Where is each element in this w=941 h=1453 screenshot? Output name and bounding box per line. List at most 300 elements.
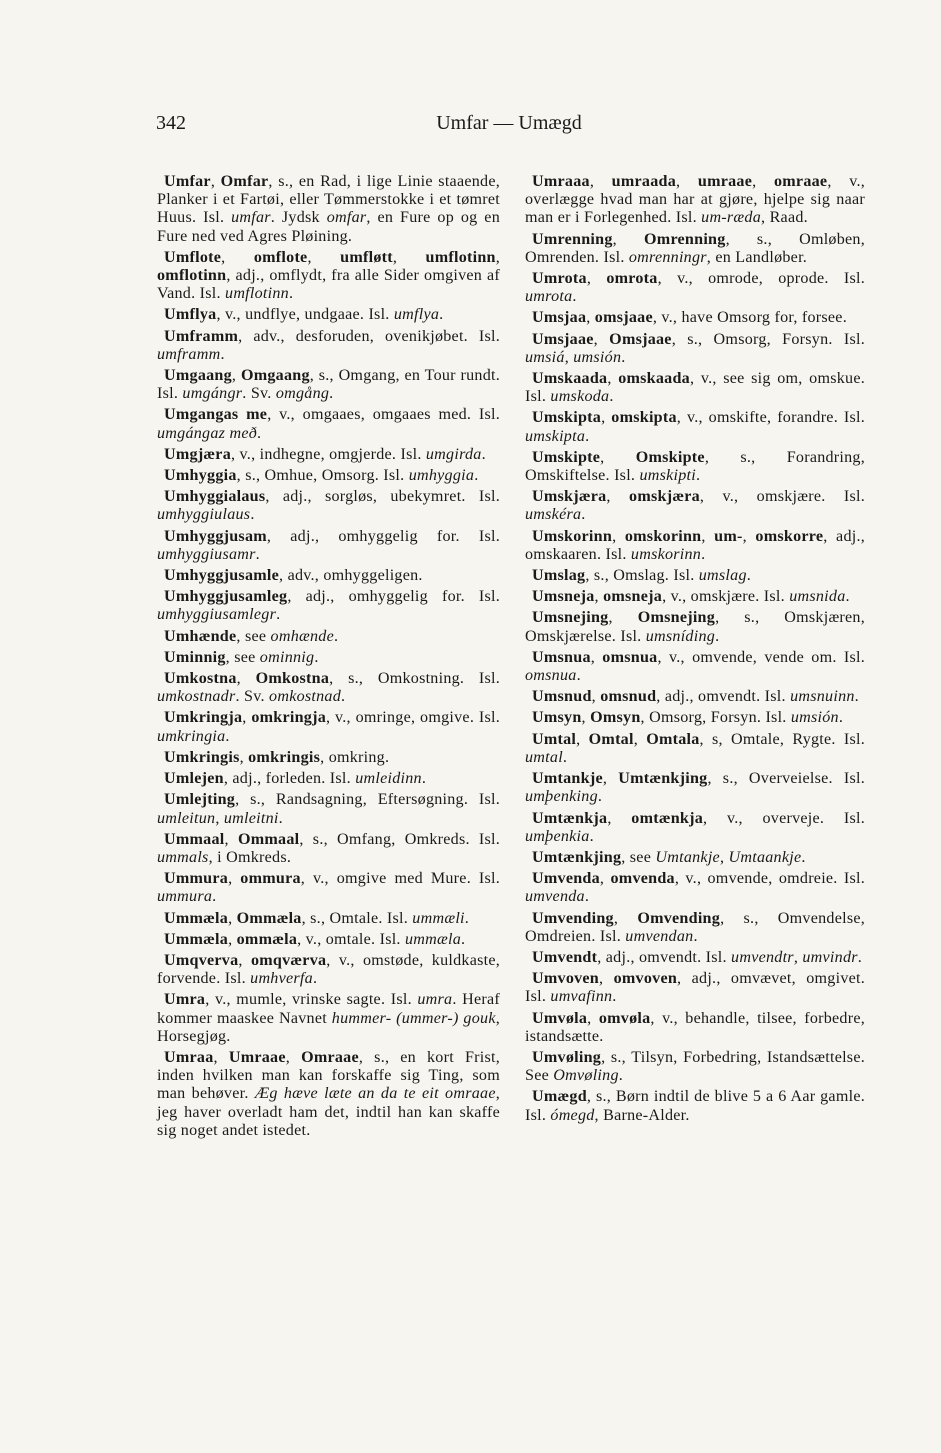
italic-term: umhyggia (408, 467, 475, 485)
entry-text: , v., omskjære. Isl. (699, 488, 865, 506)
entry-text: . (845, 588, 850, 606)
headword: umraada (611, 173, 677, 190)
entry-text: , s., Omkostning. Isl. (329, 670, 500, 688)
italic-term: Umtaankje (728, 848, 802, 866)
headword: Umskorinn (532, 527, 613, 545)
italic-term: Æg hæve læte an da te eit omraae (254, 1085, 496, 1103)
headword: omvøla (598, 1009, 651, 1027)
headword: Umvendt (532, 948, 598, 966)
entry-text: , (719, 848, 729, 866)
italic-term: umslag (698, 567, 747, 585)
entry-text: , (590, 648, 603, 666)
entry-text: . (461, 930, 466, 948)
running-header (156, 112, 862, 142)
headword: Umgangas me (164, 406, 268, 424)
headword: omsjaae (594, 309, 653, 327)
dictionary-entry (525, 1088, 865, 1124)
entry-text: . (857, 948, 863, 966)
entry-text: , (599, 870, 611, 888)
headword: Umkringis (164, 748, 240, 766)
italic-term: umsnuinn (790, 688, 855, 706)
headword: omvoven (613, 970, 678, 988)
entry-text: , (613, 909, 638, 927)
entry-text: , (228, 930, 237, 948)
entry-text: , s., Overveielse. Isl. (707, 770, 866, 788)
italic-term: umhyggiulaus (157, 506, 251, 524)
headword: Umraa (164, 1048, 214, 1066)
dictionary-entry (525, 270, 865, 306)
italic-term: umleitun (157, 809, 216, 827)
entry-text: , s., Omvendelse, Omdreien. Isl. (525, 909, 865, 945)
entry-text: . (597, 788, 603, 806)
headword: Umhyggjusamleg (164, 588, 288, 606)
headword: Umskipta (532, 409, 602, 427)
entry-text: , (676, 173, 698, 190)
headword: Uminnig (164, 648, 226, 666)
entry-text: . (421, 770, 427, 788)
headword: Umflote (164, 248, 222, 266)
headword: Umsnua (532, 648, 591, 666)
headword: umfløtt (340, 248, 393, 266)
italic-term: umkostnadr (157, 688, 236, 706)
entry-text: , (228, 870, 241, 888)
entry-text: , see (621, 848, 656, 866)
entry-text: , omkring. (320, 748, 390, 766)
dictionary-entry (525, 309, 865, 327)
dictionary-entry (157, 952, 500, 988)
entry-text: , v., omtale. Isl. (297, 930, 405, 948)
headword: Umægd (532, 1088, 587, 1106)
headword: Umtankje (532, 770, 603, 788)
headword: umraae (697, 173, 753, 190)
headword: Umsnud (532, 688, 592, 706)
entry-text: , s., Børn indtil de blive 5 a 6 Aar gamle. Isl. (525, 1088, 865, 1124)
italic-term: ummals (157, 848, 209, 866)
entry-text: , (586, 270, 607, 288)
dictionary-entry (157, 791, 500, 827)
entry-text: , v., overlægge hvad man har at gjøre, hjelpe sig naar man er i Forlegenhed. Isl. (525, 173, 865, 227)
entry-text: . (746, 567, 752, 585)
headword: Umkringja (164, 709, 243, 727)
headword: Omgaang (240, 367, 310, 385)
entry-text: , see (225, 648, 260, 666)
headword: Umflya (164, 306, 217, 324)
headword: ommura (240, 870, 301, 888)
dictionary-entry (525, 567, 865, 585)
dictionary-entry (525, 409, 865, 445)
entry-text: , en Landløber. (706, 248, 808, 266)
entry-text: , v., omstøde, kuldkaste, forvende. Isl. (157, 951, 501, 988)
dictionary-entry (525, 649, 865, 685)
entry-text: . (801, 848, 806, 866)
entry-text: , adv., omhyggeligen. (279, 567, 423, 585)
italic-term: umskipti (639, 467, 697, 485)
entry-text: . (220, 345, 225, 363)
entry-text: . Jydsk (270, 209, 327, 227)
dictionary-entry (157, 870, 500, 906)
headword: Umraae (228, 1048, 286, 1066)
entry-text: , adv., desforuden, ovenikjøbet. Isl. (238, 327, 500, 345)
entry-text: , v., omrode, oprode. Isl. (657, 270, 865, 288)
entry-text: . (439, 306, 444, 324)
dictionary-entry (525, 1049, 865, 1085)
entry-text: . (618, 1067, 624, 1085)
headword: Umvenda (532, 870, 600, 888)
entry-text: , (587, 1009, 599, 1027)
dictionary-entry (525, 609, 865, 645)
entry-text: . (715, 627, 720, 645)
entry-text: , v., behandle, tilsee, forbedre, istandsætte. (525, 1009, 865, 1045)
entry-text: , (607, 370, 619, 388)
italic-term: umleitni (223, 809, 279, 827)
dictionary-entry (525, 970, 865, 1006)
headword: Umlejen (164, 770, 224, 788)
headword: omrota (606, 270, 658, 288)
entry-text: , adj., omflydt, fra alle Sider omgiven af Vand. Isl. (157, 267, 500, 303)
dictionary-entry (157, 467, 500, 485)
entry-text: , (589, 173, 612, 190)
italic-term: omrenningr (628, 248, 707, 266)
entry-text: . (255, 545, 260, 563)
entry-text: . (329, 385, 334, 403)
headword: Omsyn (590, 709, 641, 727)
entry-text: . (276, 606, 281, 624)
headword: Umslag (532, 567, 586, 585)
entry-text: , s., en kort Frist, inden hvilken man kan forskaffe sig Ting, som man behøver. (157, 1048, 500, 1103)
entry-text: . (701, 545, 706, 563)
entry-text: , v., indhegne, omgjerde. Isl. (231, 445, 426, 463)
entry-text: , (601, 409, 612, 427)
entry-text: , i Omkreds. (208, 848, 292, 866)
italic-term: omgång (275, 385, 330, 403)
entry-text: . Heraf kommer maaskee Navnet (157, 991, 500, 1027)
headword: um- (714, 527, 743, 545)
headword: Umtænkja (532, 809, 608, 827)
headword: omsneja (603, 588, 663, 606)
entry-text: , (606, 488, 630, 506)
entry-text: , (633, 730, 647, 748)
entry-text: . (589, 827, 594, 845)
entry-text: , (213, 1048, 229, 1066)
entry-text: , (236, 670, 256, 688)
entry-text: , adj., omvendt. Isl. (656, 688, 791, 706)
running-title: Umfar — Umægd (436, 112, 582, 134)
entry-text: , s., Omgang, en Tour rundt. Isl. (157, 367, 501, 403)
entry-text: , (594, 588, 604, 606)
italic-term: umþenkia (525, 827, 590, 845)
headword: omtænkja (631, 809, 704, 827)
entry-text: . (584, 888, 590, 906)
dictionary-entry (157, 567, 500, 585)
headword: Umtænkjing (532, 848, 622, 866)
italic-term: omsnua (525, 667, 577, 685)
headword: Ummæla (164, 930, 229, 948)
dictionary-entry (525, 331, 865, 367)
entry-text: , s., Omsorg, Forsyn. Isl. (671, 330, 866, 348)
dictionary-entry (157, 306, 500, 324)
entry-text: , s., Omløben, Omrenden. Isl. (525, 230, 865, 266)
headword: Umskjæra (532, 488, 607, 506)
headword: Umtænkjing (618, 770, 708, 788)
italic-term: hummer- (ummer-) gouk (331, 1009, 496, 1027)
entry-text: . (562, 748, 568, 766)
entry-text: , (600, 448, 636, 466)
entry-text: , s., Omfang, Omkreds. Isl. (299, 830, 501, 848)
italic-term: umþenking (525, 788, 598, 806)
italic-term: umra (417, 991, 453, 1009)
entry-text: , (231, 367, 241, 385)
entry-text: , (228, 909, 237, 927)
italic-term: umrota (525, 288, 573, 306)
entry-text: , v., omgive med Mure. Isl. (300, 870, 501, 888)
italic-term: umvenda (525, 888, 585, 906)
dictionary-entry (157, 931, 500, 949)
entry-text: . (581, 506, 586, 524)
entry-text: , (285, 1048, 302, 1066)
italic-term: umfar (231, 209, 271, 227)
dictionary-entry (525, 173, 865, 228)
entry-text: , v., mumle, vrinske sagte. Isl. (205, 991, 418, 1009)
italic-term: umframm (157, 345, 221, 363)
headword: Ummura (164, 870, 229, 888)
headword: Umskipte (532, 448, 601, 466)
headword: Omsnejing (637, 609, 716, 627)
entry-text: , Omsorg, Forsyn. Isl. (640, 709, 791, 727)
entry-text: . (572, 288, 577, 306)
headword: Umhyggjusam (164, 527, 267, 545)
entry-text: . (257, 424, 262, 442)
dictionary-entry (157, 173, 500, 246)
dictionary-entry (525, 488, 865, 524)
entry-text: . (576, 667, 581, 685)
entry-text: . (838, 709, 844, 727)
italic-term: Umtankje (655, 848, 720, 866)
headword: Umsyn (532, 709, 582, 727)
italic-term: umsiá (525, 348, 565, 366)
headword: Umvending (532, 909, 614, 927)
entry-text: , v., omvende, omdreie. Isl. (674, 870, 865, 888)
entry-text: , v., have Omsorg for, forsee. (652, 309, 847, 327)
page-number: 342 (156, 112, 186, 134)
headword: Umra (164, 991, 206, 1009)
entry-text: . Sv. (242, 385, 276, 403)
headword: Omrenning (644, 230, 726, 248)
headword: omflote (253, 248, 308, 266)
entry-text: . (474, 467, 479, 485)
dictionary-entry (157, 910, 500, 928)
headword: umflotinn (425, 248, 496, 266)
dictionary-entry (525, 709, 865, 727)
dictionary-entry (525, 588, 865, 606)
entry-text: , (242, 709, 252, 727)
headword: Omskipte (635, 448, 705, 466)
headword: Umvøling (532, 1048, 602, 1066)
entry-text: , v., omskjære. Isl. (662, 588, 790, 606)
dictionary-entry (157, 1049, 500, 1140)
headword: omflotinn (157, 267, 227, 285)
headword: Umlejting (164, 791, 236, 809)
italic-term: umskéra (525, 506, 582, 524)
entry-text: , en Fure op og en Fure ned ved Agres Pløining. (157, 209, 500, 245)
italic-term: umsníding (645, 627, 716, 645)
entry-text: , (238, 951, 251, 969)
italic-term: ominnig (259, 648, 315, 666)
dictionary-entry (157, 649, 500, 667)
entry-text: . (612, 988, 617, 1006)
headword: Ummaal (164, 830, 225, 848)
headword: Omkostna (255, 670, 330, 688)
italic-term: omhænde (270, 627, 334, 645)
headword: Umrota (532, 270, 587, 288)
italic-term: umvendan (625, 927, 694, 945)
entry-text: , (752, 173, 774, 190)
italic-term: umtal (525, 748, 563, 766)
entry-text: , (215, 809, 224, 827)
entry-text: . (854, 688, 859, 706)
dictionary-entry (525, 910, 865, 946)
dictionary-entry (157, 670, 500, 706)
headword: Omtal (588, 730, 634, 748)
italic-term: umhverfa (250, 970, 313, 988)
headword: Umhyggialaus (164, 488, 266, 506)
dictionary-entry (525, 449, 865, 485)
dictionary-entry (157, 709, 500, 745)
headword: omkringis (248, 748, 321, 766)
headword: Umtal (532, 730, 577, 748)
entry-text: , adj., omvævet, omgivet. Isl. (525, 970, 866, 1006)
entry-text: , v., omgaaes, omgaaes med. Isl. (267, 406, 500, 424)
italic-term: umgángr (182, 385, 243, 403)
italic-term: umskorinn (630, 545, 702, 563)
headword: omqværva (250, 951, 327, 969)
italic-term: umflya (393, 306, 440, 324)
headword: Umsjaae (532, 330, 594, 348)
entry-text: , v., omringe, omgive. Isl. (325, 709, 500, 727)
entry-text: , (608, 609, 638, 627)
italic-term: umvindr (802, 948, 858, 966)
entry-text: , s, Omtale, Rygte. Isl. (699, 730, 866, 748)
italic-term: umhyggiusamr (157, 545, 256, 563)
entry-text: , (392, 248, 426, 266)
headword: Umvoven (532, 970, 600, 988)
dictionary-entry (157, 367, 500, 403)
headword: omskipta (611, 409, 677, 427)
entry-text: , (564, 348, 574, 366)
italic-term: umhyggiusamlegr (157, 606, 277, 624)
dictionary-entry (157, 328, 500, 364)
entry-text: , (742, 527, 756, 545)
headword: omskorinn (624, 527, 702, 545)
entry-text: . (333, 627, 339, 645)
entry-text: . (312, 970, 318, 988)
entry-text: , (793, 948, 803, 966)
headword: Ummæla (164, 909, 229, 927)
entry-text: , v., omskifte, forandre. Isl. (676, 409, 866, 427)
headword: Umsneja (532, 588, 595, 606)
entry-text: , (495, 248, 501, 266)
headword: omskaada (618, 370, 690, 388)
italic-term: omkostnad (269, 688, 342, 706)
headword: Ommaal (237, 830, 300, 848)
italic-term: umskipta (525, 427, 586, 445)
entry-text: . (693, 927, 698, 945)
dictionary-entry (525, 810, 865, 846)
entry-text: , (612, 230, 645, 248)
entry-text: . (341, 688, 346, 706)
italic-term: Omvøling (553, 1067, 619, 1085)
entry-text: . (585, 427, 590, 445)
entry-text: . (609, 388, 614, 406)
dictionary-entry (157, 588, 500, 624)
headword: Omfar (220, 173, 269, 190)
entry-text: , s., Omskjæren, Omskjærelse. Isl. (525, 609, 866, 645)
dictionary-entry (525, 870, 865, 906)
dictionary-entry (525, 688, 865, 706)
headword: omkringja (251, 709, 326, 727)
headword: omsnud (600, 688, 657, 706)
headword: omraae (773, 173, 828, 190)
entry-text: , (701, 527, 715, 545)
dictionary-entry (525, 849, 865, 867)
headword: Umhænde (164, 627, 237, 645)
headword: ommæla (236, 930, 298, 948)
entry-text: , v., see sig om, omskue. Isl. (525, 370, 866, 406)
entry-text: , adj., sorgløs, ubekymret. Isl. (265, 488, 500, 506)
headword: omsnua (602, 648, 658, 666)
headword: Umfar (164, 173, 211, 190)
headword: Umvøla (532, 1009, 588, 1027)
right-column (525, 173, 865, 1128)
dictionary-entry (525, 231, 865, 267)
italic-term: umflotinn (225, 285, 289, 303)
entry-text: , Horsegjøg. (157, 1009, 500, 1045)
italic-term: umvendtr (731, 948, 794, 966)
entry-text: , (586, 309, 595, 327)
dictionary-entry (157, 406, 500, 442)
headword: Umsnejing (532, 609, 609, 627)
dictionary-entry (525, 731, 865, 767)
entry-text: . (278, 809, 283, 827)
entry-text: , (593, 330, 610, 348)
headword: Omsjaae (609, 330, 672, 348)
headword: omvenda (610, 870, 675, 888)
entry-text: , adj., forleden. Isl. (223, 770, 356, 788)
entry-text: , (221, 248, 254, 266)
dictionary-entry (157, 991, 500, 1046)
dictionary-entry (157, 446, 500, 464)
italic-term: umsión (573, 348, 622, 366)
entry-text: , jeg haver overladt ham det, indtil han kan skaffe sig noget andet istedet. (157, 1085, 500, 1139)
headword: Umqverva (164, 951, 239, 969)
entry-text: , adj., omhyggelig for. Isl. (266, 527, 500, 545)
dictionary-entry (525, 770, 865, 806)
headword: Omraae (301, 1048, 359, 1066)
italic-term: ummura (157, 888, 213, 906)
headword: Omtala (646, 730, 700, 748)
entry-text: , s., Omtale. Isl. (301, 909, 413, 927)
entry-text: , v., omvende, vende om. Isl. (657, 648, 866, 666)
entry-text: , adj., omhyggelig for. Isl. (287, 588, 500, 606)
headword: Umgaang (164, 367, 232, 385)
headword: Umhyggia (164, 467, 237, 485)
entry-text: , (307, 248, 341, 266)
entry-text: , (576, 730, 589, 748)
italic-term: umgángaz með (157, 424, 258, 442)
entry-text: , (602, 770, 619, 788)
entry-text: . Sv. (235, 688, 270, 706)
entry-text: . (696, 467, 701, 485)
entry-text: , (239, 748, 249, 766)
